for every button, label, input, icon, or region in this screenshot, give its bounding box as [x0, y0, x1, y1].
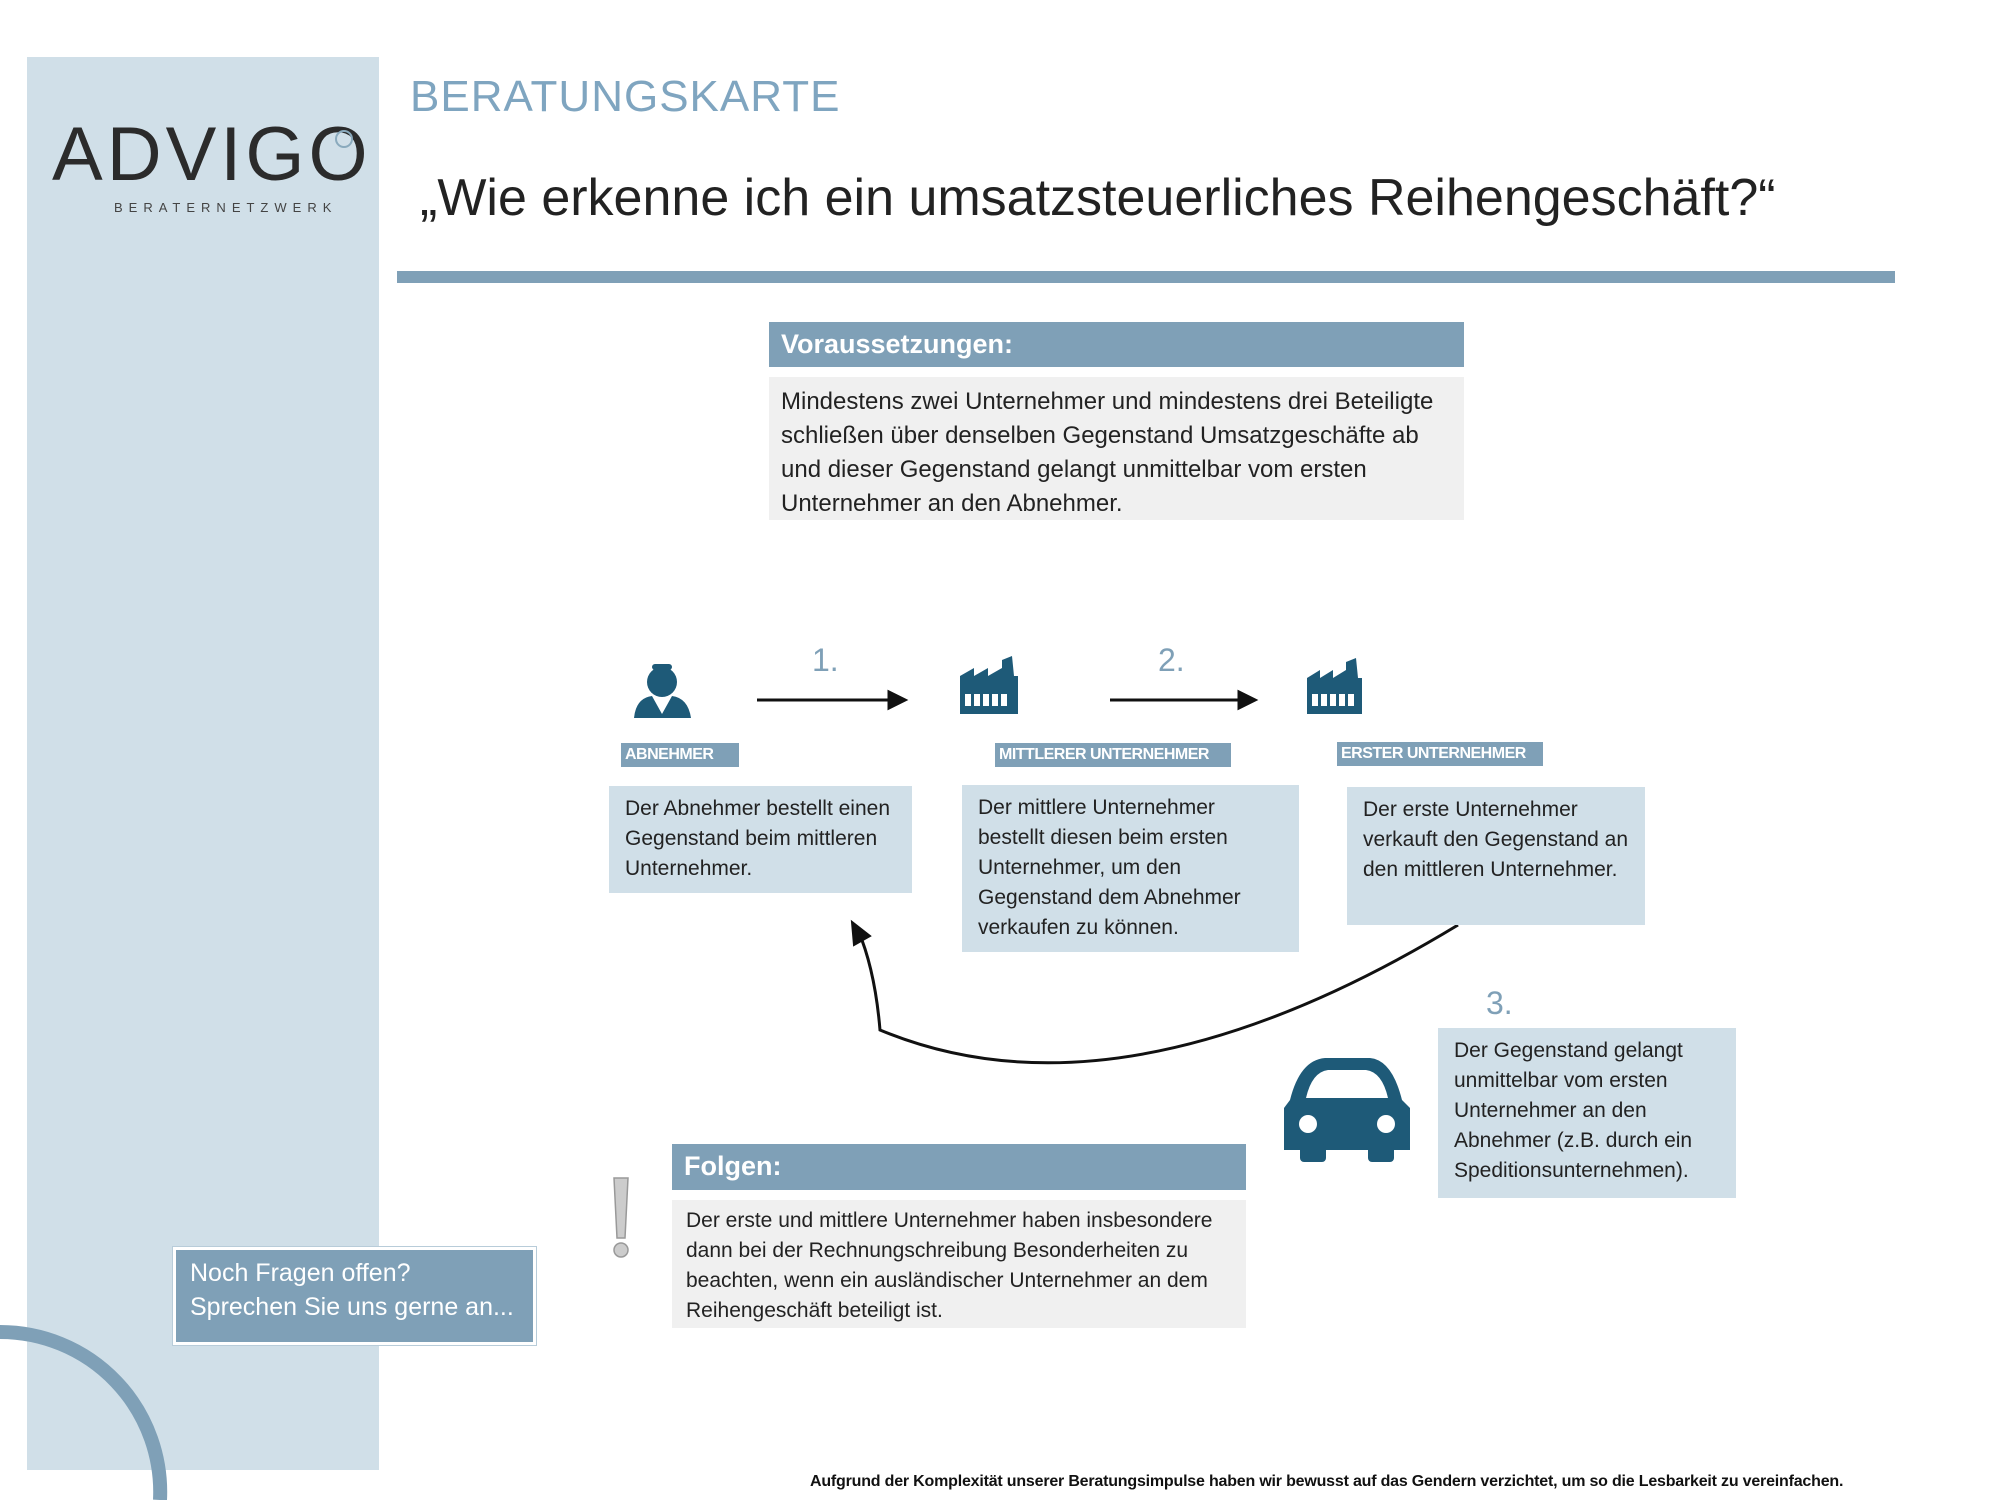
footnote: Aufgrund der Komplexität unserer Beratungsimpulse haben wir bewusst auf das Gendern verzichtet, um so die Lesbarkeit zu vereinfachen.: [810, 1473, 1844, 1490]
role-label-first: ERSTER UNTERNEHMER: [1337, 742, 1543, 766]
requirements-heading: Voraussetzungen:: [769, 322, 1464, 367]
step-number-1: 1.: [812, 642, 839, 678]
description-delivery: Der Gegenstand gelangt unmittelbar vom ersten Unternehmer an den Abnehmer (z.B. durch ein Speditionsunternehmen).: [1438, 1028, 1736, 1198]
logo: [52, 112, 372, 222]
title-divider: [397, 271, 1895, 283]
arrow-step3-head: [852, 922, 870, 945]
consequences-heading: Folgen:: [672, 1144, 1246, 1190]
person-icon: [634, 664, 691, 718]
consequences-text: Der erste und mittlere Unternehmer haben insbesondere dann bei der Rechnungschreibung Besonderheiten zu beachten, wenn ein ausländischer Unternehmer an dem Reihengeschäft beteiligt ist.: [672, 1200, 1246, 1328]
car-icon: [1284, 1058, 1410, 1162]
description-buyer: Der Abnehmer bestellt einen Gegenstand beim mittleren Unternehmer.: [609, 786, 912, 893]
logo-tagline: BERATERNETZWERK: [114, 200, 338, 215]
contact-callout[interactable]: [173, 1247, 536, 1345]
logo-circle-icon: [335, 130, 353, 148]
step-number-3: 3.: [1486, 985, 1513, 1021]
role-label-middle: MITTLERER UNTERNEHMER: [995, 743, 1231, 767]
contact-callout-line1: Noch Fragen offen?: [190, 1259, 411, 1287]
logo-wordmark: ADVIGO: [52, 112, 372, 197]
decorative-arc: [0, 1332, 160, 1500]
exclamation-icon: [614, 1178, 628, 1257]
description-middle: Der mittlere Unternehmer bestellt diesen beim ersten Unternehmer, um den Gegenstand dem Abnehmer verkaufen zu können.: [962, 785, 1299, 952]
factory-icon: [960, 656, 1018, 714]
contact-callout-line2: Sprechen Sie uns gerne an...: [190, 1293, 514, 1321]
page-title: „Wie erkenne ich ein umsatzsteuerliches Reihengeschäft?“: [420, 169, 1776, 227]
step-number-2: 2.: [1158, 642, 1185, 678]
arrow-step1: [757, 692, 905, 708]
role-label-buyer: ABNEHMER: [621, 743, 739, 767]
requirements-text: Mindestens zwei Unternehmer und mindestens drei Beteiligte schließen über denselben Gegenstand Umsatzgeschäfte ab und dieser Gegenstand gelangt unmittelbar vom ersten Unternehmer an den Abnehmer.: [769, 377, 1464, 520]
arrow-step2: [1110, 692, 1255, 708]
factory-icon: [1307, 658, 1362, 714]
page-eyebrow: BERATUNGSKARTE: [410, 72, 841, 121]
description-first: Der erste Unternehmer verkauft den Gegenstand an den mittleren Unternehmer.: [1347, 787, 1645, 925]
